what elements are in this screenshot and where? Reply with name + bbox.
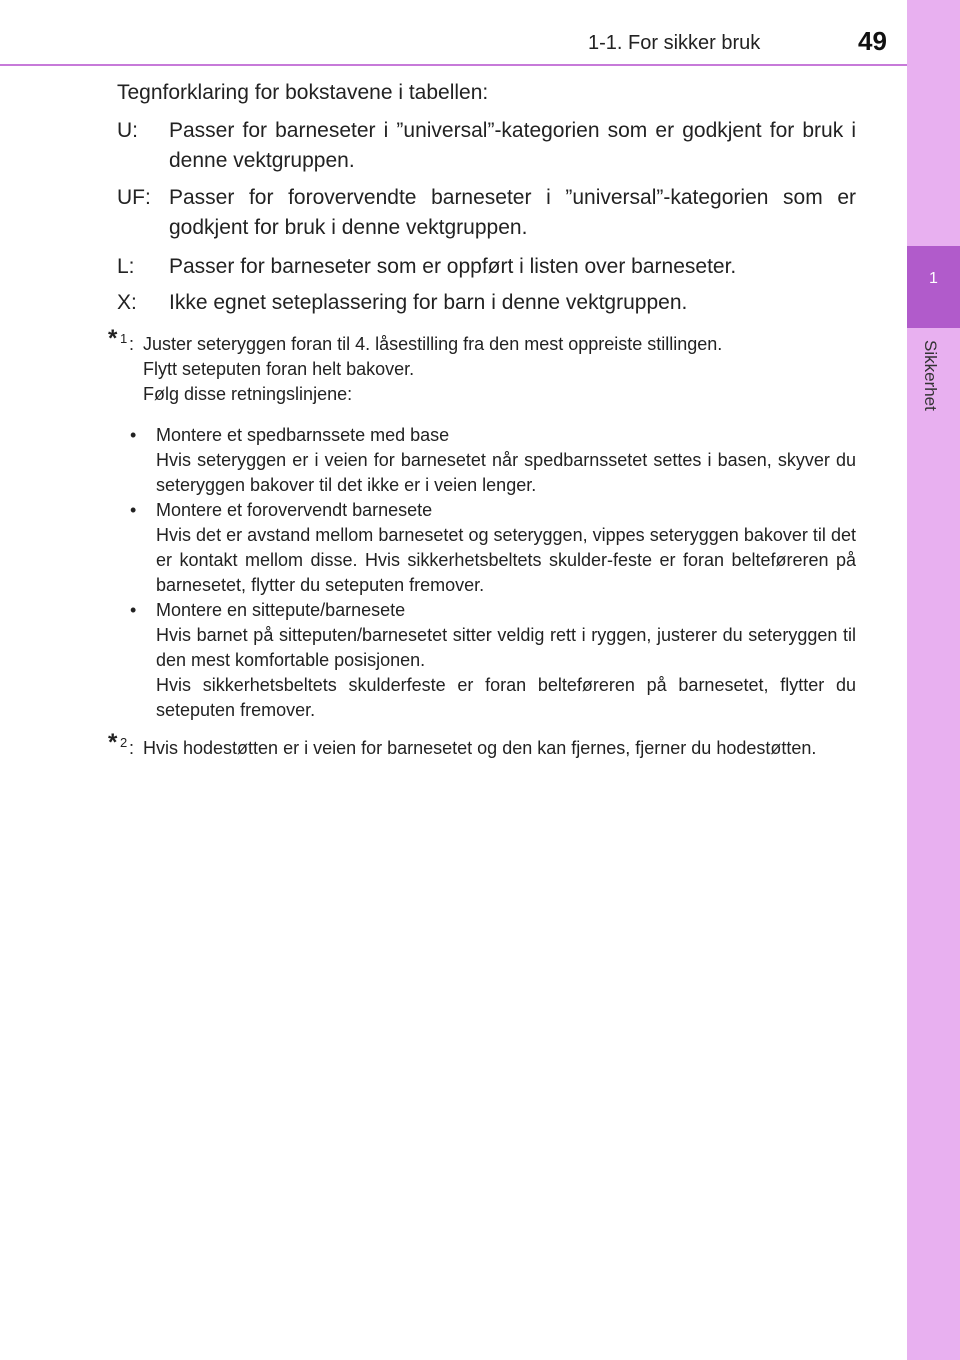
legend-key: L: [117, 255, 135, 278]
legend-text: Passer for barneseter som er oppført i listen over barneseter. [169, 255, 737, 278]
list-item-text: Hvis sikkerhetsbeltets skulderfeste er foran belteføreren på barnesetet, flytter du seteputen fremover. [156, 675, 856, 720]
footnote-asterisk: * [108, 325, 118, 352]
header-divider [0, 64, 907, 66]
chapter-sidebar [907, 0, 960, 1360]
legend-item-u [117, 116, 856, 176]
bullet-glyph: • [130, 600, 137, 620]
legend-text: Ikke egnet seteplassering for barn i denne vektgruppen. [169, 291, 688, 314]
legend-key: U: [117, 119, 138, 142]
footnote-1 [108, 325, 856, 407]
list-item-title: Montere en sittepute/barnesete [156, 600, 406, 620]
list-item [130, 598, 856, 723]
legend-text: Passer for forovervendte barneseter i ”universal”-kategorien som er godkjent for bruk i denne vektgruppen. [169, 186, 856, 239]
bullet-glyph: • [130, 425, 137, 445]
legend-intro: Tegnforklaring for bokstavene i tabellen: [117, 81, 489, 104]
footnote-line: Følg disse retningslinjene: [143, 384, 353, 404]
page-number: 49 [858, 26, 887, 56]
footnote-line: Hvis hodestøtten er i veien for barnesetet og den kan fjernes, fjerner du hodestøtten. [143, 738, 817, 758]
legend-key: X: [117, 291, 137, 314]
guideline-list [130, 423, 856, 723]
footnote-line: Flytt seteputen foran helt bakover. [143, 359, 415, 379]
footnote-colon: : [129, 738, 135, 758]
legend-key: UF: [117, 186, 151, 209]
footnote-line: Juster seteryggen foran til 4. låsestilling fra den mest oppreiste stillingen. [143, 334, 723, 354]
list-item-title: Montere et spedbarnssete med base [156, 425, 450, 445]
footnote-number: 2 [120, 735, 128, 750]
list-item-text: Hvis barnet på sitteputen/barnesetet sitter veldig rett i ryggen, justerer du seteryggen til den mest komfortable posisjonen. [156, 625, 856, 670]
chapter-label: Sikkerhet [921, 340, 940, 411]
list-item [130, 423, 856, 498]
chapter-number: 1 [929, 270, 938, 287]
list-item-text: Hvis det er avstand mellom barnesetet og seteryggen, vippes seteryggen bakover til det er kontakt mellom disse. Hvis sikkerhetsbeltets skulder-feste er foran belteføreren på barnesetet, flytter du seteputen fremover. [156, 525, 856, 595]
legend-item-x [117, 288, 856, 318]
footnote-number: 1 [120, 331, 128, 346]
list-item [130, 498, 856, 598]
footnote-asterisk: * [108, 729, 118, 756]
legend-item-uf [117, 183, 856, 243]
list-item-text: Hvis seteryggen er i veien for barnesetet når spedbarnssetet settes i basen, skyver du seteryggen bakover til det ikke er i veien lenger. [156, 450, 856, 495]
section-title: 1-1. For sikker bruk [588, 32, 761, 54]
legend-text: Passer for barneseter i ”universal”-kategorien som er godkjent for bruk i denne vektgruppen. [169, 119, 856, 172]
footnote-colon: : [129, 334, 135, 354]
bullet-glyph: • [130, 500, 137, 520]
footnote-2 [108, 729, 856, 761]
legend-item-l [117, 252, 856, 282]
list-item-title: Montere et forovervendt barnesete [156, 500, 433, 520]
